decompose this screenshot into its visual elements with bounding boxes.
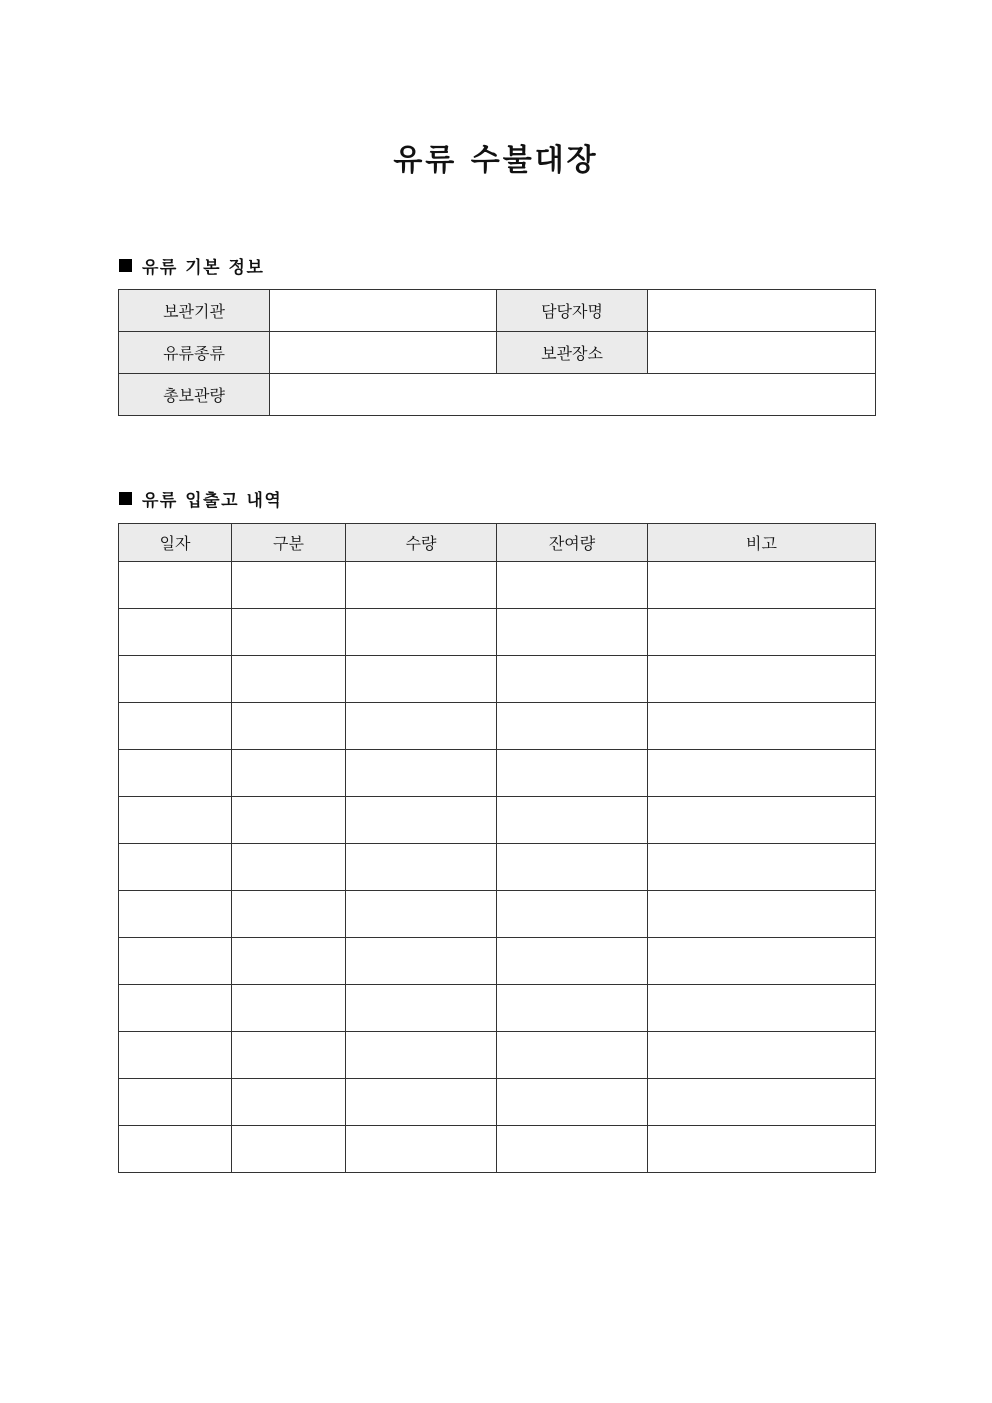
ledger-cell-remarks[interactable]	[648, 891, 876, 938]
ledger-cell-date[interactable]	[119, 1032, 232, 1079]
ledger-cell-remarks[interactable]	[648, 985, 876, 1032]
table-header-row	[119, 524, 876, 562]
ledger-cell-remarks[interactable]	[648, 1126, 876, 1173]
ledger-cell-date[interactable]	[119, 703, 232, 750]
ledger-cell-date[interactable]	[119, 750, 232, 797]
ledger-cell-type[interactable]	[232, 844, 346, 891]
table-row	[119, 332, 876, 374]
ledger-cell-remaining[interactable]	[497, 1126, 648, 1173]
ledger-cell-remaining[interactable]	[497, 844, 648, 891]
fuel-type-field[interactable]	[270, 332, 497, 374]
ledger-cell-date[interactable]	[119, 656, 232, 703]
table-row	[119, 844, 876, 891]
table-row	[119, 703, 876, 750]
ledger-cell-quantity[interactable]	[346, 891, 497, 938]
ledger-cell-remaining[interactable]	[497, 891, 648, 938]
manager-name-label: 담당자명	[497, 290, 648, 332]
table-row	[119, 891, 876, 938]
ledger-cell-remarks[interactable]	[648, 750, 876, 797]
manager-name-field[interactable]	[648, 290, 876, 332]
ledger-cell-type[interactable]	[232, 750, 346, 797]
basic-info-table	[118, 289, 876, 416]
ledger-cell-type[interactable]	[232, 562, 346, 609]
total-storage-label: 총보관량	[119, 374, 270, 416]
column-header-quantity: 수량	[346, 524, 497, 562]
ledger-cell-quantity[interactable]	[346, 1032, 497, 1079]
ledger-cell-remaining[interactable]	[497, 797, 648, 844]
ledger-cell-type[interactable]	[232, 703, 346, 750]
ledger-cell-type[interactable]	[232, 985, 346, 1032]
ledger-cell-quantity[interactable]	[346, 750, 497, 797]
table-row	[119, 374, 876, 416]
ledger-cell-quantity[interactable]	[346, 562, 497, 609]
ledger-cell-remaining[interactable]	[497, 985, 648, 1032]
ledger-cell-remarks[interactable]	[648, 938, 876, 985]
table-row	[119, 750, 876, 797]
ledger-cell-quantity[interactable]	[346, 703, 497, 750]
storage-agency-field[interactable]	[270, 290, 497, 332]
ledger-cell-remaining[interactable]	[497, 1079, 648, 1126]
ledger-cell-date[interactable]	[119, 985, 232, 1032]
storage-location-label: 보관장소	[497, 332, 648, 374]
ledger-cell-date[interactable]	[119, 1079, 232, 1126]
ledger-cell-quantity[interactable]	[346, 656, 497, 703]
ledger-cell-remarks[interactable]	[648, 1079, 876, 1126]
column-header-remarks: 비고	[648, 524, 876, 562]
ledger-cell-remaining[interactable]	[497, 750, 648, 797]
ledger-cell-quantity[interactable]	[346, 938, 497, 985]
ledger-cell-remarks[interactable]	[648, 1032, 876, 1079]
ledger-heading-text: 유류 입출고 내역	[142, 491, 283, 511]
ledger-cell-type[interactable]	[232, 609, 346, 656]
ledger-cell-date[interactable]	[119, 844, 232, 891]
fuel-type-label: 유류종류	[119, 332, 270, 374]
square-bullet-icon	[119, 492, 132, 505]
square-bullet-icon	[119, 259, 132, 272]
column-header-remaining: 잔여량	[497, 524, 648, 562]
ledger-table	[118, 523, 876, 1173]
storage-agency-label: 보관기관	[119, 290, 270, 332]
ledger-cell-quantity[interactable]	[346, 1126, 497, 1173]
ledger-cell-remarks[interactable]	[648, 562, 876, 609]
table-row	[119, 1126, 876, 1173]
basic-info-heading	[119, 253, 264, 278]
ledger-cell-type[interactable]	[232, 656, 346, 703]
ledger-cell-remarks[interactable]	[648, 703, 876, 750]
ledger-cell-remaining[interactable]	[497, 938, 648, 985]
table-row	[119, 1079, 876, 1126]
ledger-cell-remarks[interactable]	[648, 656, 876, 703]
ledger-cell-quantity[interactable]	[346, 844, 497, 891]
ledger-heading	[119, 486, 282, 511]
table-row	[119, 609, 876, 656]
ledger-cell-quantity[interactable]	[346, 985, 497, 1032]
ledger-cell-quantity[interactable]	[346, 609, 497, 656]
ledger-cell-date[interactable]	[119, 797, 232, 844]
ledger-cell-type[interactable]	[232, 797, 346, 844]
ledger-cell-quantity[interactable]	[346, 797, 497, 844]
table-row	[119, 562, 876, 609]
ledger-cell-date[interactable]	[119, 609, 232, 656]
ledger-cell-quantity[interactable]	[346, 1079, 497, 1126]
table-row	[119, 938, 876, 985]
table-row	[119, 290, 876, 332]
table-row	[119, 1032, 876, 1079]
ledger-cell-type[interactable]	[232, 891, 346, 938]
table-row	[119, 985, 876, 1032]
basic-info-heading-text: 유류 기본 정보	[142, 258, 265, 278]
ledger-cell-date[interactable]	[119, 1126, 232, 1173]
ledger-cell-remarks[interactable]	[648, 609, 876, 656]
page-title: 유류 수불대장	[393, 143, 599, 178]
ledger-cell-remaining[interactable]	[497, 703, 648, 750]
ledger-cell-type[interactable]	[232, 1126, 346, 1173]
table-row	[119, 656, 876, 703]
ledger-cell-date[interactable]	[119, 938, 232, 985]
ledger-cell-type[interactable]	[232, 938, 346, 985]
table-row	[119, 797, 876, 844]
column-header-date: 일자	[119, 524, 232, 562]
ledger-cell-type[interactable]	[232, 1079, 346, 1126]
ledger-cell-remaining[interactable]	[497, 1032, 648, 1079]
storage-location-field[interactable]	[648, 332, 876, 374]
ledger-cell-remaining[interactable]	[497, 609, 648, 656]
ledger-cell-type[interactable]	[232, 1032, 346, 1079]
total-storage-field[interactable]	[270, 374, 876, 416]
ledger-cell-date[interactable]	[119, 562, 232, 609]
ledger-cell-remaining[interactable]	[497, 656, 648, 703]
ledger-cell-remarks[interactable]	[648, 797, 876, 844]
ledger-cell-date[interactable]	[119, 891, 232, 938]
column-header-type: 구분	[232, 524, 346, 562]
ledger-cell-remarks[interactable]	[648, 844, 876, 891]
ledger-cell-remaining[interactable]	[497, 562, 648, 609]
